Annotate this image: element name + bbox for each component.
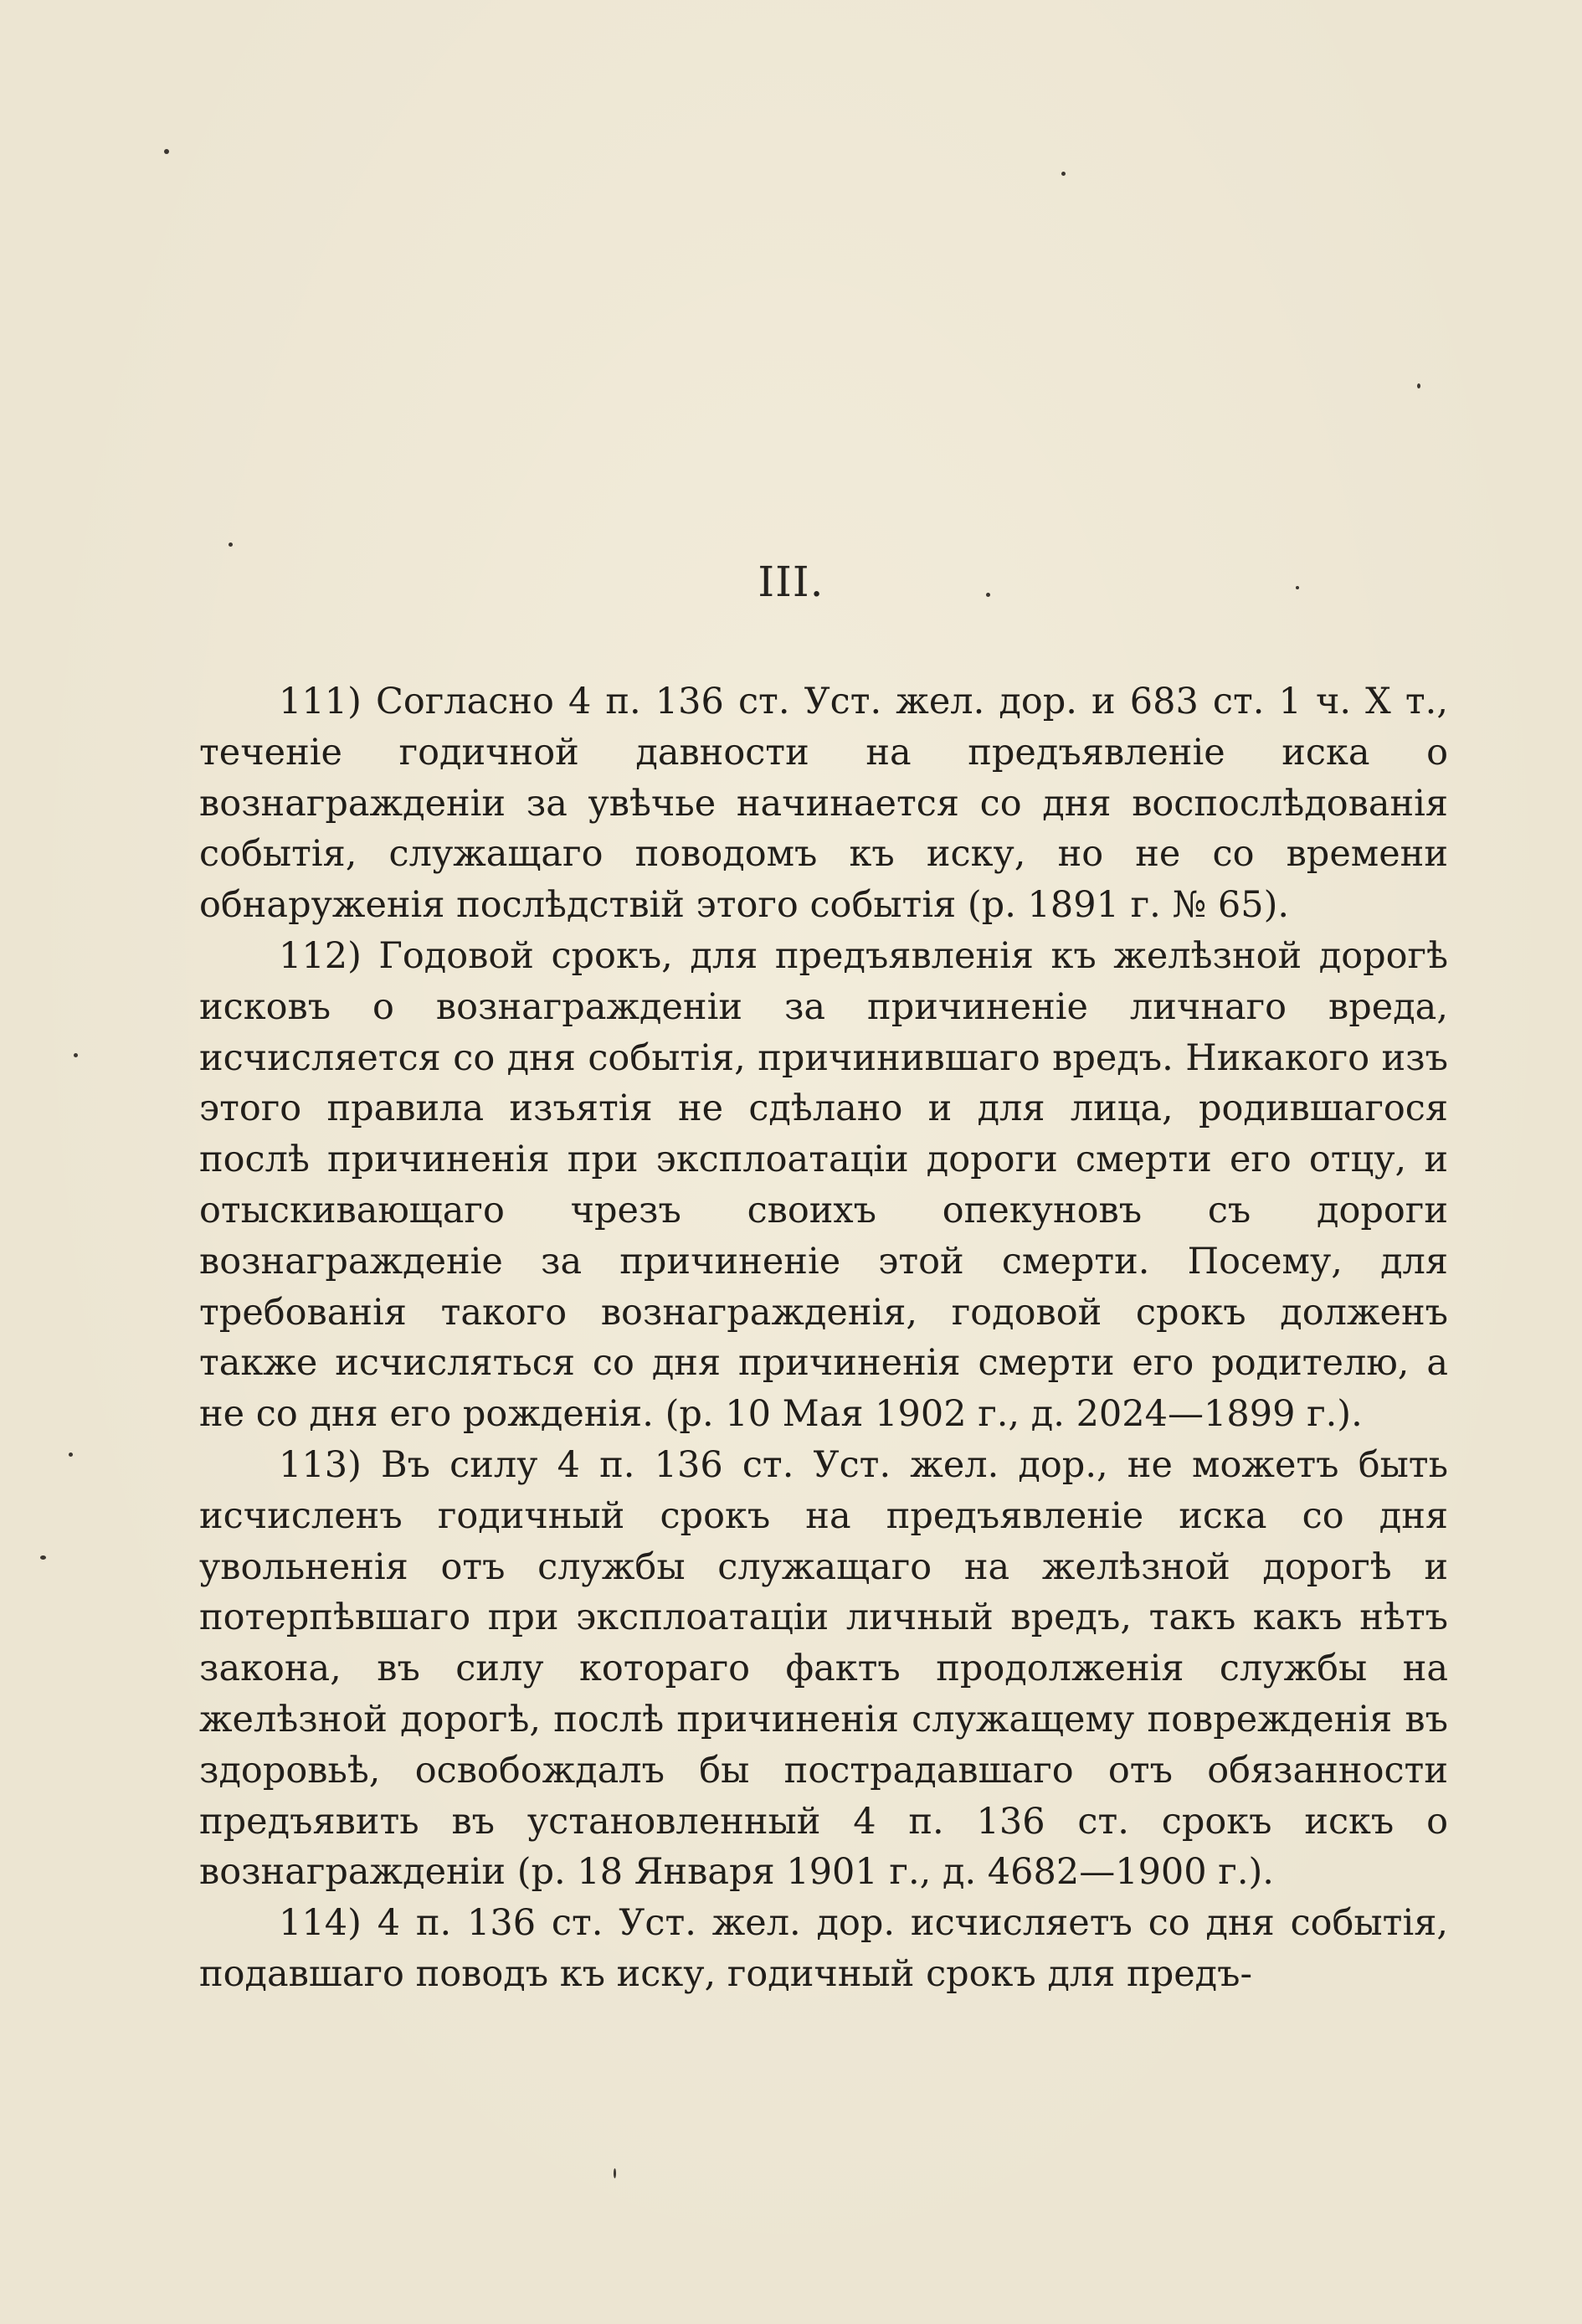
paragraph-112 [199, 931, 1448, 1440]
paragraph-text: 4 п. 136 ст. Уст. жел. дор. исчисляетъ со дня событія, подавшаго поводъ къ иску, годичный срокъ для предъ- [199, 1902, 1448, 1995]
section-heading: III. [758, 558, 824, 606]
scan-speck [1296, 586, 1299, 589]
scan-speck [74, 1053, 78, 1057]
paragraph-111 [199, 676, 1448, 931]
scan-speck [229, 542, 233, 547]
scan-speck [986, 593, 990, 597]
scan-speck [69, 1452, 73, 1457]
paragraph-number: 113) [279, 1443, 362, 1486]
paragraph-number: 114) [279, 1902, 362, 1945]
paragraph-text: Въ силу 4 п. 136 ст. Уст. жел. дор., не можетъ быть исчисленъ годичный срокъ на предъявленіе иска со дня увольненія отъ службы служащаго на желѣзной дорогѣ и потерпѣвшаго при эксплоатаціи личный вредъ, такъ какъ нѣтъ закона, въ силу котораго фактъ продолженія службы на желѣзной дорогѣ, послѣ причиненія служащему поврежденія въ здоровьѣ, освобождалъ бы пострадавшаго отъ обязанности предъявить въ установленный 4 п. 136 ст. срокъ искъ о вознагражденіи (р. 18 Января 1901 г., д. 4682—1900 г.). [199, 1443, 1449, 1894]
scan-speck [40, 1555, 46, 1560]
paragraph-text: Годовой срокъ, для предъявленія къ желѣзной дорогѣ исковъ о вознагражденіи за причиненіе личнаго вреда, исчисляется со дня событія, причинившаго вредъ. Никакого изъ этого правила изъятія не сдѣлано и для лица, родившагося послѣ причиненія при эксплоатаціи дороги смерти его отцу, и отыскивающаго чрезъ своихъ опекуновъ съ дороги вознагражденіе за причиненіе этой смерти. Посему, для требованія такого вознагражденія, годовой срокъ долженъ также исчисляться со дня причиненія смерти его родителю, а не со дня его рожденія. (р. 10 Мая 1902 г., д. 2024—1899 г.). [199, 934, 1449, 1436]
paragraph-text: Согласно 4 п. 136 ст. Уст. жел. дор. и 683 ст. 1 ч. X т., теченіе годичной давности на предъявленіе иска о вознагражденіи за увѣчье начинается со дня воспослѣдованія событія, служащаго поводомъ къ иску, но не со времени обнаруженія послѣдствій этого событія (р. 1891 г. № 65). [199, 681, 1449, 927]
paragraph-114 [199, 1898, 1448, 2000]
scan-speck [1061, 172, 1066, 176]
paragraph-number: 112) [279, 934, 362, 977]
scan-speck [164, 149, 169, 154]
scan-speck [1417, 383, 1420, 388]
text-column [199, 676, 1448, 2000]
scan-speck [614, 2168, 616, 2178]
paragraph-number: 111) [279, 681, 362, 722]
paragraph-113 [199, 1440, 1448, 1898]
